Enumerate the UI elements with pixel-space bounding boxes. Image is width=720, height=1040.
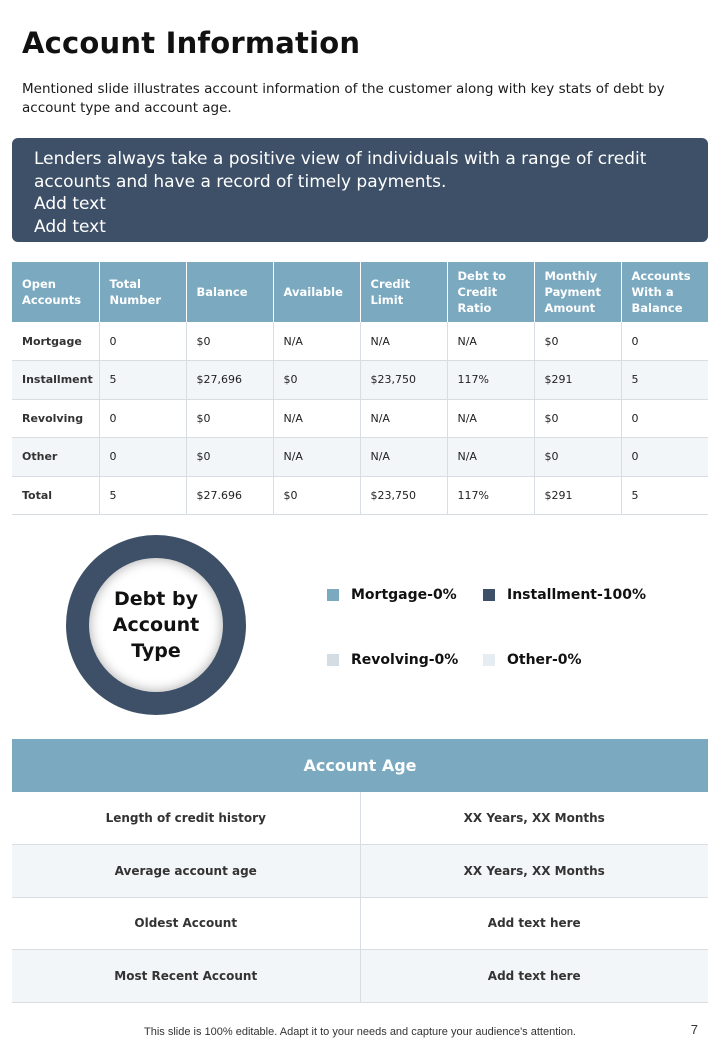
legend-label: Other-0% xyxy=(507,652,582,668)
table-cell: $23,750 xyxy=(360,361,447,400)
legend-swatch xyxy=(483,589,495,601)
donut-title-line: Debt by xyxy=(114,588,198,610)
table-row xyxy=(12,322,708,361)
column-header: Accounts With a Balance xyxy=(621,262,708,322)
page-subtitle: Mentioned slide illustrates account information of the customer along with key stats of debt by account type and account age. xyxy=(22,81,665,116)
column-header: Debt to Credit Ratio xyxy=(447,262,534,322)
legend-item-revolving xyxy=(327,652,458,668)
age-value-cell: Add text here xyxy=(360,897,708,950)
row-label-cell: Installment xyxy=(12,361,99,400)
table-cell: N/A xyxy=(360,322,447,361)
banner-line: Add text xyxy=(34,216,106,237)
column-header: Credit Limit xyxy=(360,262,447,322)
table-cell: 0 xyxy=(621,399,708,438)
info-banner xyxy=(12,138,708,242)
debt-donut-chart xyxy=(66,535,246,715)
legend-item-other xyxy=(483,652,582,668)
age-value-cell: XX Years, XX Months xyxy=(360,792,708,845)
banner-line: Lenders always take a positive view of individuals with a range of credit xyxy=(34,149,647,169)
legend-item-mortgage xyxy=(327,587,457,603)
banner-line: Add text xyxy=(34,194,106,214)
account-age-header: Account Age xyxy=(12,739,708,792)
table-cell: N/A xyxy=(447,322,534,361)
table-row xyxy=(12,950,708,1003)
legend-label: Mortgage-0% xyxy=(351,587,457,603)
table-cell: 0 xyxy=(621,438,708,477)
table-cell: $27,696 xyxy=(186,361,273,400)
age-label-cell: Average account age xyxy=(12,845,360,898)
table-cell: N/A xyxy=(447,438,534,477)
table-row xyxy=(12,897,708,950)
table-cell: 5 xyxy=(621,361,708,400)
legend-label: Installment-100% xyxy=(507,587,647,603)
column-header: Balance xyxy=(186,262,273,322)
table-cell: 0 xyxy=(99,399,186,438)
table-row xyxy=(12,361,708,400)
table-cell: N/A xyxy=(360,399,447,438)
column-header: Total Number xyxy=(99,262,186,322)
table-cell: 0 xyxy=(99,438,186,477)
page-title: Account Information xyxy=(22,26,361,60)
donut-title xyxy=(89,586,223,664)
donut-title-line: Account Type xyxy=(112,614,200,662)
column-header: Open Accounts xyxy=(12,262,99,322)
table-cell: $0 xyxy=(186,322,273,361)
table-cell: $0 xyxy=(186,399,273,438)
table-row xyxy=(12,438,708,477)
table-cell: $291 xyxy=(534,476,621,515)
table-row xyxy=(12,476,708,515)
table-cell: 5 xyxy=(621,476,708,515)
age-label-cell: Most Recent Account xyxy=(12,950,360,1003)
row-label-cell: Total xyxy=(12,476,99,515)
table-cell: $0 xyxy=(186,438,273,477)
legend-label: Revolving-0% xyxy=(351,652,459,668)
table-cell: 0 xyxy=(621,322,708,361)
column-header: Monthly Payment Amount xyxy=(534,262,621,322)
row-label-cell: Other xyxy=(12,438,99,477)
column-header: Available xyxy=(273,262,360,322)
page-number: 7 xyxy=(690,1022,698,1037)
footer-note: This slide is 100% editable. Adapt it to your needs and capture your audience's attention. xyxy=(144,1026,576,1038)
accounts-table-header-row xyxy=(12,262,708,322)
age-value-cell: Add text here xyxy=(360,950,708,1003)
table-cell: 117% xyxy=(447,476,534,515)
donut-center xyxy=(89,558,223,692)
row-label-cell: Revolving xyxy=(12,399,99,438)
table-cell: $0 xyxy=(273,361,360,400)
legend-item-installment xyxy=(483,587,646,603)
table-cell: N/A xyxy=(273,399,360,438)
table-cell: 5 xyxy=(99,476,186,515)
legend-swatch xyxy=(327,654,339,666)
table-row xyxy=(12,845,708,898)
table-cell: N/A xyxy=(360,438,447,477)
legend-swatch xyxy=(483,654,495,666)
accounts-table xyxy=(12,262,708,515)
table-cell: $0 xyxy=(534,399,621,438)
table-cell: $0 xyxy=(534,438,621,477)
table-cell: $291 xyxy=(534,361,621,400)
age-label-cell: Length of credit history xyxy=(12,792,360,845)
table-cell: N/A xyxy=(273,438,360,477)
table-cell: 0 xyxy=(99,322,186,361)
table-cell: 117% xyxy=(447,361,534,400)
table-cell: $27.696 xyxy=(186,476,273,515)
table-cell: N/A xyxy=(447,399,534,438)
age-value-cell: XX Years, XX Months xyxy=(360,845,708,898)
row-label-cell: Mortgage xyxy=(12,322,99,361)
table-cell: $23,750 xyxy=(360,476,447,515)
table-cell: $0 xyxy=(273,476,360,515)
legend-swatch xyxy=(327,589,339,601)
table-cell: $0 xyxy=(534,322,621,361)
table-cell: 5 xyxy=(99,361,186,400)
age-label-cell: Oldest Account xyxy=(12,897,360,950)
banner-line: accounts and have a record of timely payments. xyxy=(34,171,447,192)
table-row xyxy=(12,792,708,845)
account-age-table xyxy=(12,792,708,1003)
table-cell: N/A xyxy=(273,322,360,361)
table-row xyxy=(12,399,708,438)
